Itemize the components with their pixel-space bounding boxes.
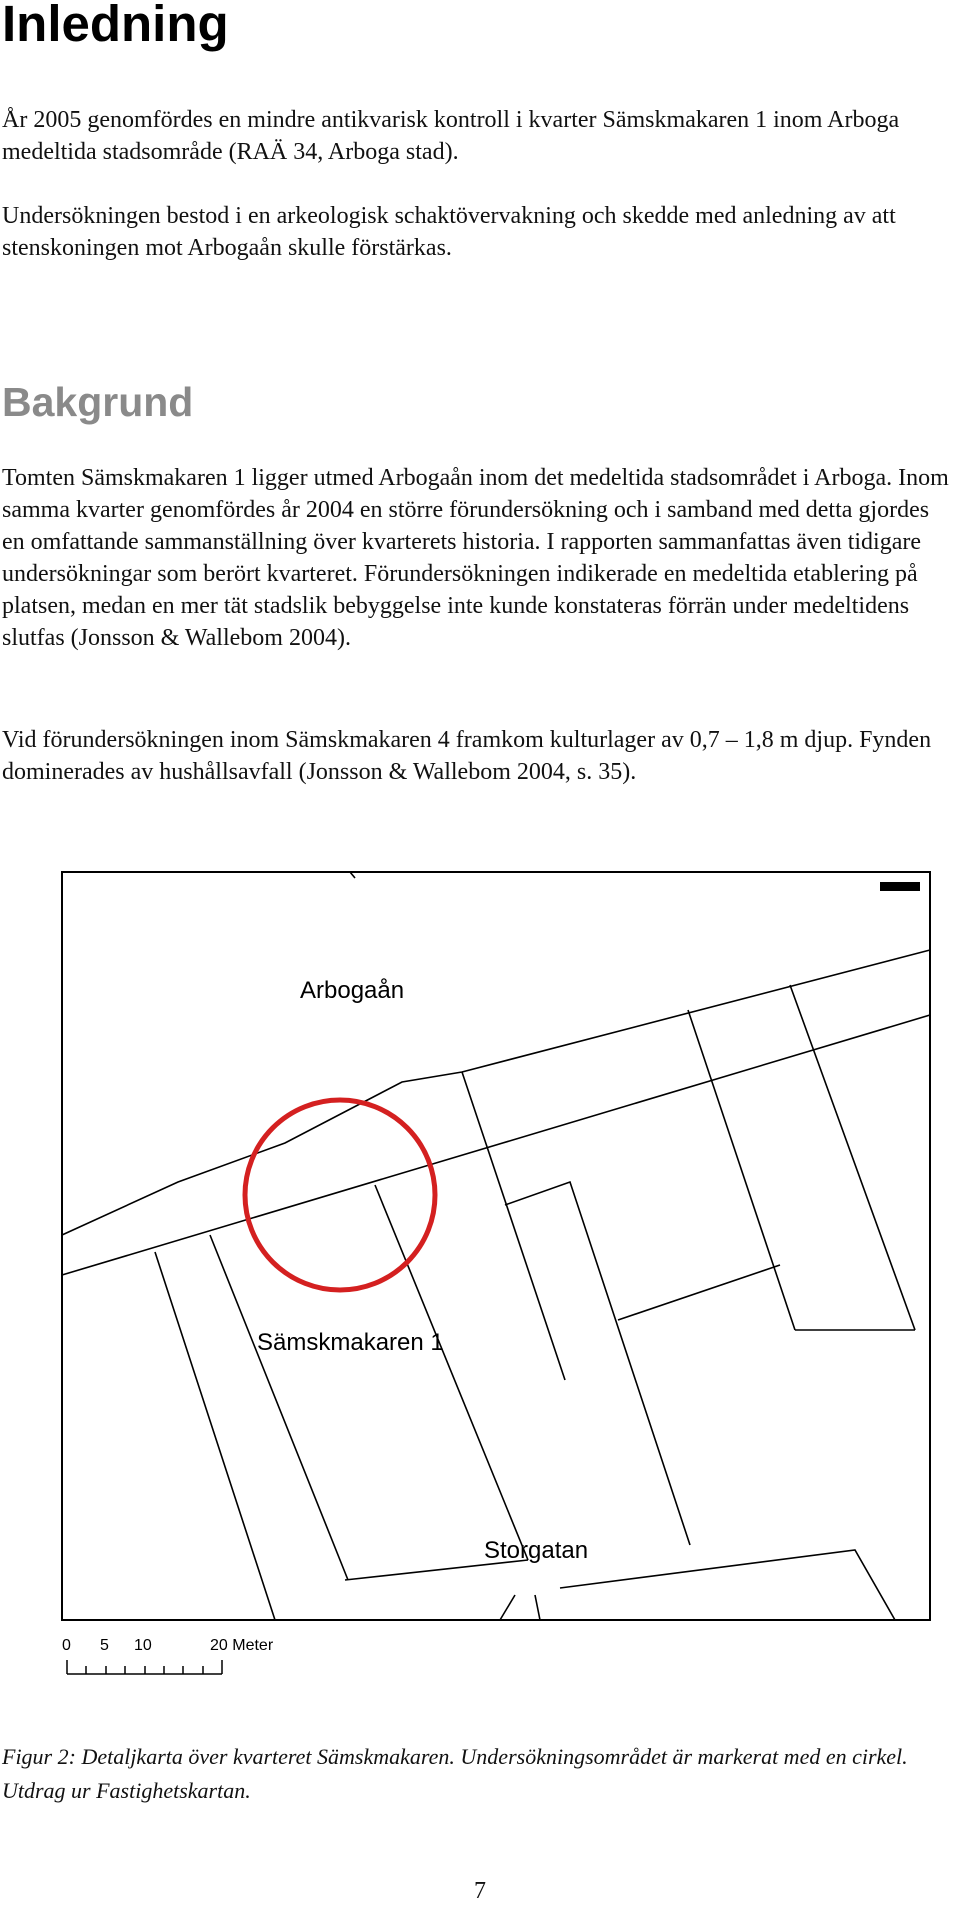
page-title: Inledning <box>2 0 229 52</box>
intro-paragraph-2: Undersökningen bestod i en arkeologisk schaktövervakning och skedde med anledning av att stenskoningen mot Arbogaån skulle förstärkas. <box>2 203 896 261</box>
scale-tick-label: 10 <box>134 1637 152 1654</box>
scale-tick-label: 20 Meter <box>210 1637 274 1654</box>
bakgrund-paragraph-1: Tomten Sämskmakaren 1 ligger utmed Arbogaån inom det medeltida stadsområdet i Arboga. Inom samma kvarter genomfördes år 2004 en större förundersökning och i samband med detta gjordes en omfattande sammanställning över kvarterets historia. I rapporten sammanfattas även tidigare undersökningar som berört kvarteret. Förundersökningen indikerade en medeltida etablering på platsen, medan en mer tät stadslik bebyggelse inte kunde konstateras förrän under medeltidens slutfas (Jonsson & Wallebom 2004). <box>2 465 949 651</box>
scale-tick-label: 5 <box>100 1637 109 1654</box>
figure-caption: Figur 2: Detaljkarta över kvarteret Sämskmakaren. Undersökningsområdet är markerat med en cirkel. Utdrag ur Fastighetskartan. <box>2 1744 908 1803</box>
map-label-property: Sämskmakaren 1 <box>257 1329 444 1356</box>
scale-tick-label: 0 <box>62 1637 71 1654</box>
bakgrund-paragraph-2: Vid förundersökningen inom Sämskmakaren 4 framkom kulturlager av 0,7 – 1,8 m djup. Fynden dominerades av hushållsavfall (Jonsson & Wallebom 2004, s. 35). <box>2 727 932 785</box>
section-heading-bakgrund: Bakgrund <box>2 379 194 425</box>
map-label-street: Storgatan <box>484 1537 589 1564</box>
scale-bar <box>62 1637 274 1674</box>
map-label-river: Arbogaån <box>300 977 405 1004</box>
detail-map <box>0 860 960 1680</box>
detail-map-figure <box>0 860 960 1680</box>
intro-paragraph-1: År 2005 genomfördes en mindre antikvarisk kontroll i kvarter Sämskmakaren 1 inom Arboga medeltida stadsområde (RAÄ 34, Arboga stad). <box>2 107 900 165</box>
page-number: 7 <box>474 1878 486 1904</box>
north-arrow-icon <box>880 882 920 891</box>
